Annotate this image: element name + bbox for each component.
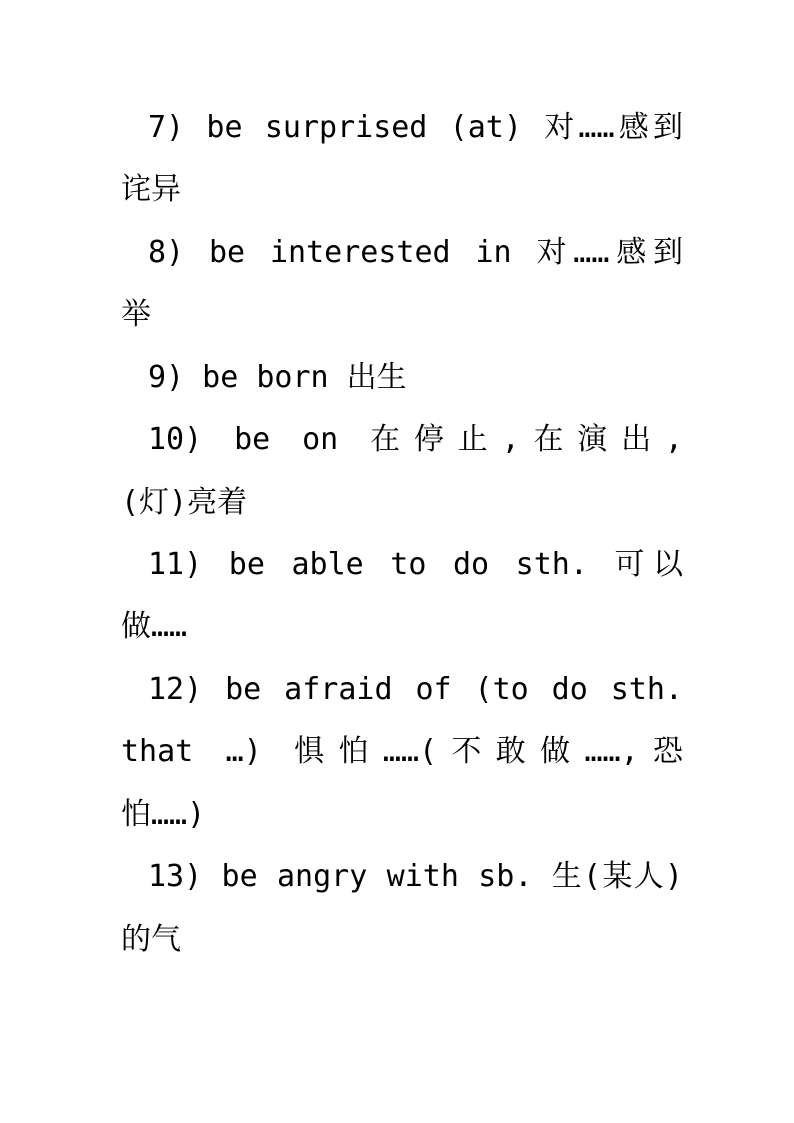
entry-12-line-3: 怕……) — [121, 797, 206, 832]
entry-10-line-1: 10) be on 在停止,在演出, — [148, 422, 683, 457]
entry-8-line-1: 8) be interested in 对……感到 — [148, 235, 683, 270]
entry-7-line-1: 7) be surprised (at) 对……感到 — [148, 110, 683, 145]
entry-11-line-2: 做…… — [121, 609, 188, 644]
entry-13-line-1: 13) be angry with sb. 生(某人) — [148, 859, 683, 894]
entry-13-line-2: 的气 — [121, 922, 181, 957]
entry-9-line-1: 9) be born 出生 — [148, 360, 407, 395]
entry-10-line-2: (灯)亮着 — [121, 485, 248, 520]
entry-12-line-2: that …) 惧怕……(不敢做……,恐 — [121, 734, 683, 769]
entry-8-line-2: 举 — [121, 297, 151, 332]
entry-12-line-1: 12) be afraid of (to do sth. — [148, 672, 683, 707]
entry-11-line-1: 11) be able to do sth. 可以 — [148, 547, 683, 582]
entry-7-line-2: 诧异 — [121, 172, 181, 207]
